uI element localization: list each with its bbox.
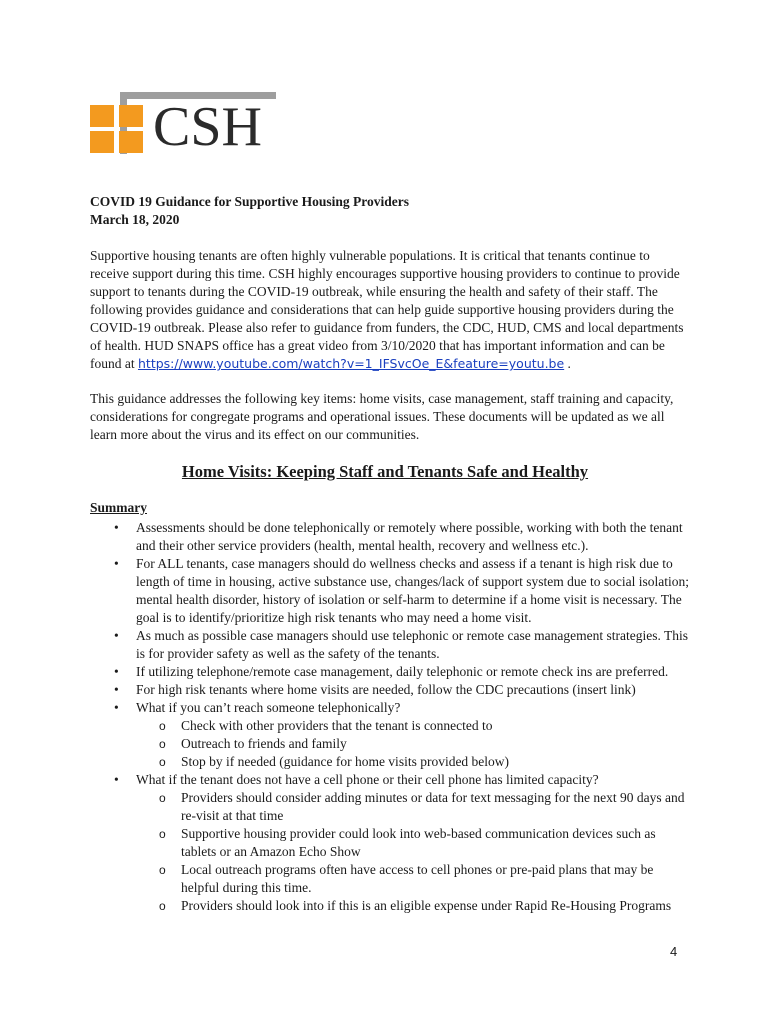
document-date: March 18, 2020 bbox=[90, 212, 180, 227]
bullet-icon: • bbox=[114, 772, 119, 787]
document-title: COVID 19 Guidance for Supportive Housing Providers bbox=[90, 194, 410, 209]
section-heading: Home Visits: Keeping Staff and Tenants Safe and Healthy bbox=[181, 462, 589, 481]
sub-bullet-icon: o bbox=[159, 863, 166, 877]
bullet-icon: • bbox=[114, 682, 119, 697]
list-item: • Assessments should be done telephonically or remotely where possible, working with both the tenant and their other service providers (health, mental health, recovery and wellness etc.). bbox=[114, 520, 683, 553]
bullet-icon: • bbox=[114, 664, 119, 679]
bullet-icon: • bbox=[114, 700, 119, 715]
list-item: • What if you can’t reach someone telephonically? bbox=[114, 700, 401, 715]
logo-square-3 bbox=[119, 105, 143, 127]
sub-bullet-icon: o bbox=[159, 827, 166, 841]
sub-list-item: o Check with other providers that the tenant is connected to bbox=[159, 718, 493, 733]
list-item: • As much as possible case managers should use telephonic or remote case management strategies. This is for provider safety as well as the safety of the tenants. bbox=[114, 628, 688, 661]
bullet-icon: • bbox=[114, 520, 119, 535]
sub-bullet-icon: o bbox=[159, 737, 166, 751]
summary-label: Summary bbox=[90, 500, 147, 515]
logo-square-4 bbox=[119, 131, 143, 153]
list-item: • What if the tenant does not have a cell phone or their cell phone has limited capacity? bbox=[114, 772, 599, 787]
sub-list-item: o Supportive housing provider could look into web-based communication devices such as tablets or an Amazon Echo Show bbox=[159, 826, 656, 859]
sub-list-item: o Providers should look into if this is an eligible expense under Rapid Re-Housing Programs bbox=[159, 898, 672, 913]
document-header bbox=[90, 193, 690, 229]
sub-list-item: o Outreach to friends and family bbox=[159, 736, 347, 751]
sub-list-item: o Providers should consider adding minutes or data for text messaging for the next 90 days and re-visit at that time bbox=[159, 790, 685, 823]
summary-list bbox=[90, 519, 690, 915]
sub-list-item: o Stop by if needed (guidance for home visits provided below) bbox=[159, 754, 510, 769]
list-item: • For ALL tenants, case managers should do wellness checks and assess if a tenant is high risk due to length of time in housing, active substance use, changes/lack of support system due to social isolation; mental health disorder, history of isolation or self-harm to determine if a home visit is necessary. The goal is to identify/prioritize high risk tenants who may need a home visit. bbox=[114, 556, 690, 625]
scope-paragraph: This guidance addresses the following key items: home visits, case management, staff training and capacity, considerations for congregate programs and operational issues. These documents will be updated as we all learn more about the virus and its effect on our communities. bbox=[90, 391, 674, 442]
logo-text: CSH bbox=[153, 96, 262, 158]
sub-bullet-icon: o bbox=[159, 755, 166, 769]
csh-logo bbox=[90, 92, 290, 158]
logo-square-2 bbox=[90, 131, 114, 153]
intro-paragraph bbox=[90, 247, 690, 373]
sub-list-item: o Local outreach programs often have access to cell phones or pre-paid plans that may be helpful during this time. bbox=[159, 862, 654, 895]
list-item: • If utilizing telephone/remote case management, daily telephonic or remote check ins are preferred. bbox=[114, 664, 669, 679]
bullet-icon: • bbox=[114, 556, 119, 571]
page-number: 4 bbox=[670, 944, 678, 959]
sub-bullet-icon: o bbox=[159, 899, 166, 913]
intro-end: . bbox=[564, 356, 571, 371]
sub-bullet-icon: o bbox=[159, 719, 166, 733]
sub-bullet-icon: o bbox=[159, 791, 166, 805]
bullet-icon: • bbox=[114, 628, 119, 643]
list-item: • For high risk tenants where home visits are needed, follow the CDC precautions (insert link) bbox=[114, 682, 636, 697]
logo-square-1 bbox=[90, 105, 114, 127]
intro-text: Supportive housing tenants are often highly vulnerable populations. It is critical that tenants continue to receive support during this time. CSH highly encourages supportive housing providers to continue to provide support to tenants during the COVID-19 outbreak, while ensuring the health and safety of their staff. The following provides guidance and considerations that can help guide supportive housing providers during the COVID-19 outbreak. Please also refer to guidance from funders, the CDC, HUD, CMS and local departments of health. HUD SNAPS office has a great video from 3/10/2020 that has important information and can be found at bbox=[90, 248, 684, 371]
video-link[interactable]: https://www.youtube.com/watch?v=1_IFSvcOe_E&feature=youtu.be bbox=[138, 356, 565, 371]
